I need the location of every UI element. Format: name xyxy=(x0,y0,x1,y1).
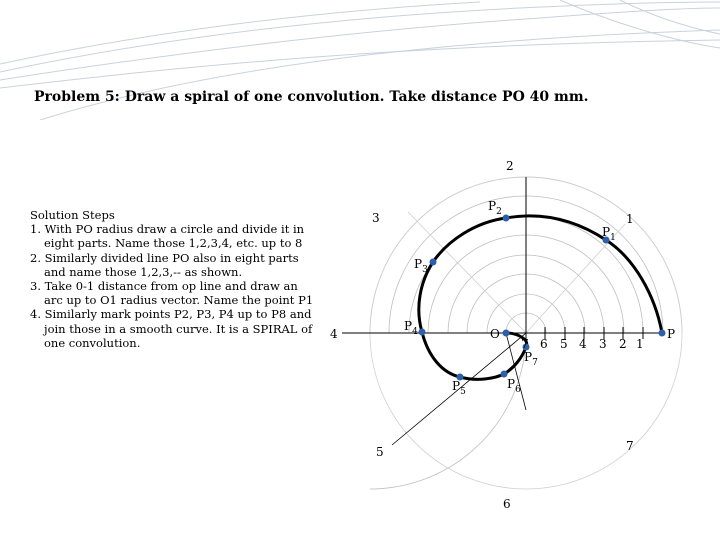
point-labels xyxy=(404,199,675,397)
label-p: P xyxy=(667,327,676,341)
circle-label-1: 1 xyxy=(626,212,634,226)
step-1: 1. With PO radius draw a circle and divide it in eight parts. Name those 1,2,3,4, etc. up to 8 xyxy=(30,222,305,251)
radius-vectors xyxy=(342,177,526,445)
line-label-3: 3 xyxy=(599,337,607,351)
circle-labels xyxy=(330,159,634,511)
step-3: 3. Take 0-1 distance from op line and draw an arc up to O1 radius vector. Name the point P1 xyxy=(30,279,314,308)
line-label-4: 4 xyxy=(579,337,587,351)
problem-statement: Draw a spiral of one convolution. Take distance PO 40 mm. xyxy=(124,89,589,105)
label-p4: $P_4$ xyxy=(404,319,418,337)
point-p2 xyxy=(503,215,510,222)
line-label-7: 7 xyxy=(521,337,529,351)
circle-label-7: 7 xyxy=(626,439,634,453)
step-2: 2. Similarly divided line PO also in eight parts and name those 1,2,3,-- as shown. xyxy=(30,250,299,279)
point-p4 xyxy=(419,329,426,336)
label-p5: $P_5$ xyxy=(452,379,466,397)
line-label-2: 2 xyxy=(619,337,627,351)
circle-label-3: 3 xyxy=(372,211,380,225)
label-p6: $P_6$ xyxy=(507,377,521,395)
label-o: O xyxy=(490,327,500,341)
circle-label-2: 2 xyxy=(506,159,514,173)
diagonal-lines xyxy=(408,212,625,333)
circle-label-4: 4 xyxy=(330,327,338,341)
circle-label-6: 6 xyxy=(503,497,511,511)
point-p3 xyxy=(430,259,437,266)
step-4: 4. Similarly mark points P2, P3, P4 up to P8 and join those in a smooth curve. It is a SPIRAL of one convolution. xyxy=(30,307,313,350)
line-label-1: 1 xyxy=(636,337,644,351)
problem-label: Problem 5: xyxy=(34,89,120,105)
point-o xyxy=(503,330,510,337)
circle-label-5: 5 xyxy=(376,445,384,459)
steps-heading: Solution Steps xyxy=(30,208,115,222)
line-label-5: 5 xyxy=(560,337,568,351)
label-p1: $P_1$ xyxy=(602,225,616,243)
line-label-6: 6 xyxy=(540,337,548,351)
spiral-curve xyxy=(419,216,662,379)
label-p3: $P_3$ xyxy=(414,257,428,275)
label-p2: $P_2$ xyxy=(488,199,502,217)
point-p xyxy=(659,330,666,337)
label-p7: $P_7$ xyxy=(524,350,538,368)
line-labels xyxy=(521,337,644,351)
